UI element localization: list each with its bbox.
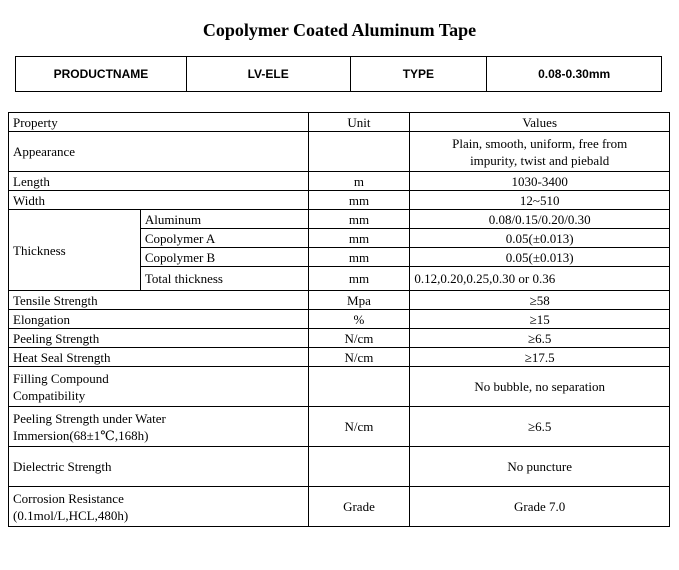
value-cell: 12~510 [410,191,670,210]
value-cell: ≥6.5 [410,407,670,447]
table-row-corrosion-resistance [9,487,670,527]
value-cell: 0.12,0.20,0.25,0.30 or 0.36 [410,267,670,291]
unit-cell: Grade [308,487,410,527]
table-row-filling-compound [9,367,670,407]
unit-cell [308,132,410,172]
table-row-peeling-strength [9,329,670,348]
unit-cell: N/cm [308,329,410,348]
table-row-tensile-strength [9,291,670,310]
specification-table [8,112,670,527]
table-header-row [9,113,670,132]
table-row-elongation [9,310,670,329]
sub-property-cell: Total thickness [140,267,308,291]
property-cell: Length [9,172,309,191]
product-header-row [16,57,662,92]
table-row-appearance [9,132,670,172]
property-line: Corrosion Resistance [13,490,124,506]
unit-cell: mm [308,229,410,248]
table-row-heat-seal-strength [9,348,670,367]
value-cell: ≥58 [410,291,670,310]
value-cell: No bubble, no separation [410,367,670,407]
column-header-unit: Unit [308,113,410,132]
property-line: Compatibility [13,387,86,403]
sub-property-cell: Copolymer A [140,229,308,248]
unit-cell: mm [308,210,410,229]
property-cell: Peeling Strength [9,329,309,348]
column-header-property: Property [9,113,309,132]
type-value: 0.08-0.30mm [487,57,662,92]
property-line: (0.1mol/L,HCL,480h) [13,507,129,523]
table-row-thickness-aluminum [9,210,670,229]
unit-cell: N/cm [308,407,410,447]
property-cell: Elongation [9,310,309,329]
value-line: impurity, twist and piebald [470,152,610,168]
value-cell: ≥17.5 [410,348,670,367]
value-cell: ≥15 [410,310,670,329]
property-cell: Dielectric Strength [9,447,309,487]
unit-cell [308,447,410,487]
sub-property-cell: Aluminum [140,210,308,229]
table-row-peeling-under-water [9,407,670,447]
value-line: Plain, smooth, uniform, free from [452,135,628,151]
property-line: Filling Compound [13,370,109,386]
value-cell: ≥6.5 [410,329,670,348]
property-cell: Tensile Strength [9,291,309,310]
product-name-label: PRODUCTNAME [16,57,187,92]
unit-cell: mm [308,267,410,291]
value-cell: No puncture [410,447,670,487]
product-name-value: LV-ELE [186,57,350,92]
property-cell: Thickness [9,210,141,291]
sub-property-cell: Copolymer B [140,248,308,267]
table-row-length [9,172,670,191]
property-cell [9,407,309,447]
property-cell [9,487,309,527]
page-title: Copolymer Coated Aluminum Tape [202,20,477,40]
column-header-values: Values [410,113,670,132]
unit-cell: N/cm [308,348,410,367]
value-cell [410,132,670,172]
property-line: Peeling Strength under Water [13,410,166,426]
unit-cell: mm [308,248,410,267]
product-header-table [15,56,662,92]
property-cell: Width [9,191,309,210]
unit-cell [308,367,410,407]
unit-cell: Mpa [308,291,410,310]
property-cell: Heat Seal Strength [9,348,309,367]
value-cell: Grade 7.0 [410,487,670,527]
value-cell: 1030-3400 [410,172,670,191]
table-row-width [9,191,670,210]
type-label: TYPE [350,57,487,92]
property-cell: Appearance [9,132,309,172]
unit-cell: mm [308,191,410,210]
property-cell [9,367,309,407]
property-line: Immersion(68±1℃,168h) [13,427,149,443]
value-cell: 0.05(±0.013) [410,229,670,248]
value-cell: 0.05(±0.013) [410,248,670,267]
value-cell: 0.08/0.15/0.20/0.30 [410,210,670,229]
table-row-dielectric-strength [9,447,670,487]
unit-cell: m [308,172,410,191]
unit-cell: % [308,310,410,329]
